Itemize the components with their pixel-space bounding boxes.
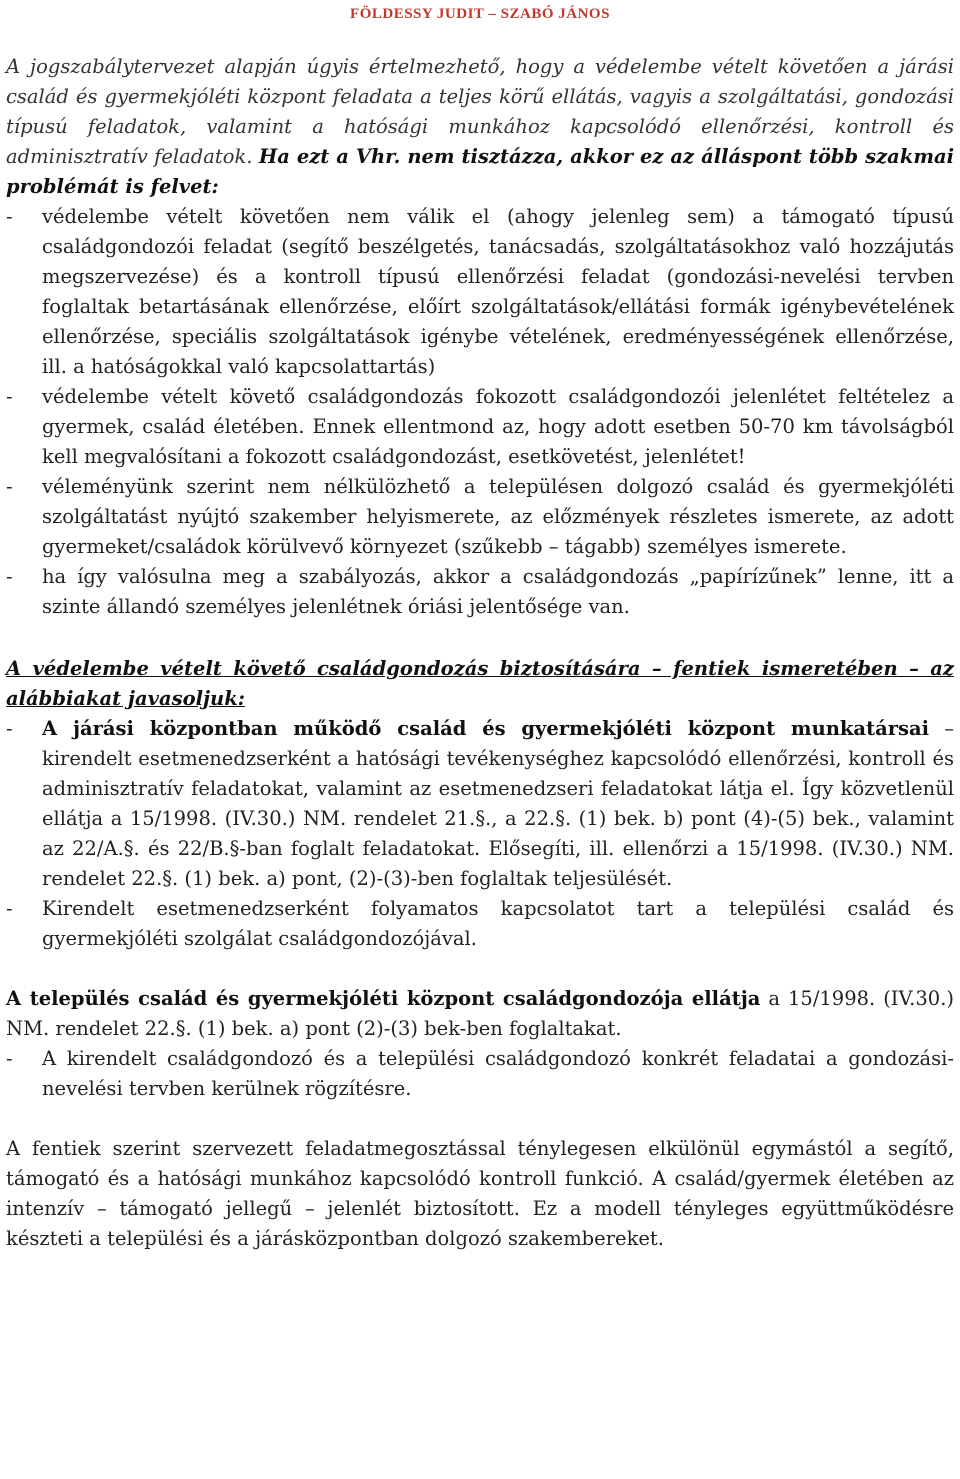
document-page — [6, 0, 954, 1254]
kozpont-bold-text: A település család és gyermekjóléti központ családgondozója ellátja — [6, 987, 761, 1010]
proposal-bold-text: A járási központban működő család és gyermekjóléti központ munkatársai — [42, 717, 930, 740]
list-item — [6, 714, 954, 894]
list-item: - védelembe vételt követő családgondozás fokozott családgondozói jelenlétet feltételez a gyermek, család életében. Ennek ellentmond az, hogy adott esetben 50-70 km távolságból kell megvalósítani a fokozott családgondozást, esetkövetést, jelenlétet! — [6, 382, 954, 472]
intro-italic-text: A jogszabálytervezet alapján úgyis értelmezhető, hogy a védelembe vételt követően a járási család és gyermekjóléti központ feladata a teljes körű ellátás, vagyis a szolgáltatási, gondozási típusú feladatok, valamint a hatósági munkához kapcsolódó ellenőrzési, kontroll és adminisztratív feladatok. — [6, 55, 954, 168]
list-item: - ha így valósulna meg a szabályozás, akkor a családgondozás „papírízűnek” lenne, itt a szinte állandó személyes jelenlétnek óriási jelentősége van. — [6, 562, 954, 622]
intro-paragraph — [6, 52, 954, 202]
list-item: - véleményünk szerint nem nélkülözhető a településen dolgozó család és gyermekjóléti szolgáltatást nyújtó szakember helyismerete, az előzmények részletes ismerete, az adott gyermeket/családok körülvevő környezet (szűkebb – tágabb) személyes ismerete. — [6, 472, 954, 562]
final-paragraph: A fentiek szerint szervezett feladatmegosztással ténylegesen elkülönül egymástól a segítő, támogató és a hatósági munkához kapcsolódó kontroll funkció. A család/gyermek életében az intenzív – támogató jellegű – jelenlét biztosított. Ez a modell tényleges együttműködésre készteti a települési és a járásközpontban dolgozó szakembereket. — [6, 1137, 954, 1250]
proposal-text: Kirendelt esetmenedzserként folyamatos kapcsolatot tart a települési család és gyermekjóléti szolgálat családgondozójával. — [42, 897, 954, 950]
running-head: FÖLDESSY JUDIT – SZABÓ JÁNOS — [350, 6, 610, 22]
list-item: - védelembe vételt követően nem válik el (ahogy jelenleg sem) a támogató típusú családgondozói feladat (segítő beszélgetés, tanácsadás, szolgáltatásokhoz való hozzájutás megszervezése) és a kontroll típusú ellenőrzési feladat (gondozási-nevelési tervben foglaltak betartásának ellenőrzése, előírt szolgáltatások/ellátási formák igénybevételének ellenőrzése, speciális szolgáltatások igénybe vételének, eredményességének ellenőrzése, ill. a hatóságokkal való kapcsolattartás) — [6, 202, 954, 382]
proposal-heading: A védelembe vételt követő családgondozás biztosítására – fentiek ismeretében – az alábbiakat javasoljuk: — [6, 657, 954, 710]
list-item: - A kirendelt családgondozó és a települési családgondozó konkrét feladatai a gondozási-nevelési tervben kerülnek rögzítésre. — [6, 1044, 954, 1104]
kozpont-paragraph — [6, 984, 954, 1044]
list-item — [6, 894, 954, 954]
problems-list — [6, 202, 954, 622]
assignment-list — [6, 1044, 954, 1104]
proposal-text: – kirendelt esetmenedzserként a hatósági tevékenységhez kapcsolódó ellenőrzési, kontroll és adminisztratív feladatokat, valamint az esetmenedzseri feladatokat látja el. Így közvetlenül ellátja a 15/1998. (IV.30.) NM. rendelet 21.§., a 22.§. (1) bek. b) pont (4)-(5) bek., valamint az 22/A.§. és 22/B.§-ban foglalt feladatokat. Elősegíti, ill. ellenőrzi a 15/1998. (IV.30.) NM. rendelet 22.§. (1) bek. a) pont, (2)-(3)-ben foglaltak teljesülését. — [42, 717, 954, 890]
proposals-list — [6, 714, 954, 954]
intro-bold-text: Ha ezt a Vhr. nem tisztázza, akkor ez az álláspont több szakmai problémát is felvet: — [6, 145, 955, 198]
kozpont-text: a 15/1998. (IV.30.) NM. rendelet 22.§. (1) bek. a) pont (2)-(3) bek-ben foglaltakat. — [6, 987, 954, 1040]
